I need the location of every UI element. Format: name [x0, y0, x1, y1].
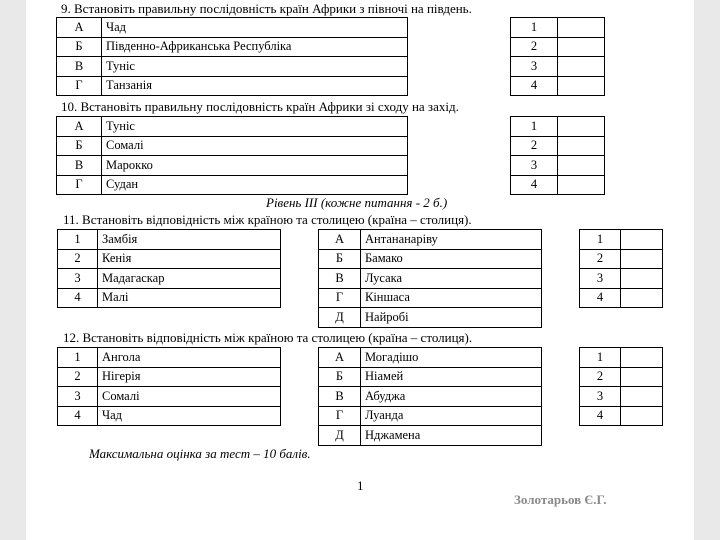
table-row: В Туніс [57, 57, 408, 77]
table-row: А Антананаріву [319, 230, 542, 250]
table-row: Д Найробі [319, 308, 542, 328]
table-row: 2 [580, 249, 663, 269]
answer-cell[interactable] [558, 117, 605, 137]
table-row: В Абуджа [319, 387, 542, 407]
answer-cell[interactable] [558, 76, 605, 96]
table-row: Б Ніамей [319, 367, 542, 387]
question-9-options-table [56, 17, 408, 96]
table-row: А Могадішо [319, 348, 542, 368]
table-row: 1 [511, 18, 605, 38]
table-row: Г Судан [57, 175, 408, 195]
table-row: 2 Кенія [58, 249, 281, 269]
table-row: Г Танзанія [57, 76, 408, 96]
answer-cell[interactable] [621, 230, 663, 250]
question-10-title: 10. Встановіть правильну послідовність країн Африки зі сходу на захід. [61, 99, 459, 114]
table-row: 4 Малі [58, 288, 281, 308]
table-row: 1 [511, 117, 605, 137]
answer-cell[interactable] [558, 175, 605, 195]
table-row: 3 [580, 387, 663, 407]
question-11-title: 11. Встановіть відповідність між країною та столицею (країна – столиця). [63, 212, 472, 227]
table-row: 3 Сомалі [58, 387, 281, 407]
table-row: 3 Мадагаскар [58, 269, 281, 289]
question-12-title: 12. Встановіть відповідність між країною та столицею (країна – столиця). [63, 330, 473, 345]
answer-cell[interactable] [621, 367, 663, 387]
answer-cell[interactable] [558, 18, 605, 38]
table-row: 1 Ангола [58, 348, 281, 368]
table-row: Б Південно-Африканська Республіка [57, 37, 408, 57]
answer-cell[interactable] [621, 288, 663, 308]
question-12-capitals-table [318, 347, 542, 446]
question-10-options-table [56, 116, 408, 195]
answer-cell[interactable] [558, 136, 605, 156]
table-row: 4 [580, 406, 663, 426]
table-row: В Лусака [319, 269, 542, 289]
table-row: 4 [511, 175, 605, 195]
table-row: 1 Замбія [58, 230, 281, 250]
question-12-countries-table [57, 347, 281, 426]
table-row: 1 [580, 230, 663, 250]
table-row: Б Бамако [319, 249, 542, 269]
answer-cell[interactable] [558, 37, 605, 57]
question-12-answer-table [579, 347, 663, 426]
table-row: А Туніс [57, 117, 408, 137]
table-row: 1 [580, 348, 663, 368]
table-row: Д Нджамена [319, 426, 542, 446]
table-row: 2 [580, 367, 663, 387]
table-row: 3 [511, 156, 605, 176]
question-11-answer-table [579, 229, 663, 308]
table-row: В Марокко [57, 156, 408, 176]
table-row: Г Луанда [319, 406, 542, 426]
table-row: А Чад [57, 18, 408, 38]
table-row: 4 [511, 76, 605, 96]
table-row: 2 Нігерія [58, 367, 281, 387]
answer-cell[interactable] [558, 156, 605, 176]
question-9-title: 9. Встановіть правильну послідовність країн Африки з півночі на південь. [61, 1, 472, 16]
answer-cell[interactable] [621, 406, 663, 426]
author-signature: Золотарьов Є.Г. [514, 492, 607, 507]
table-row: 4 Чад [58, 406, 281, 426]
table-row: 2 [511, 37, 605, 57]
answer-cell[interactable] [621, 249, 663, 269]
answer-cell[interactable] [621, 348, 663, 368]
question-9-answer-table [510, 17, 605, 96]
max-score-note: Максимальна оцінка за тест – 10 балів. [89, 446, 311, 461]
question-10-answer-table [510, 116, 605, 195]
question-11-capitals-table [318, 229, 542, 328]
table-row: 4 [580, 288, 663, 308]
page-number: 1 [357, 478, 364, 493]
table-row: Г Кіншаса [319, 288, 542, 308]
table-row: 3 [511, 57, 605, 77]
table-row: 3 [580, 269, 663, 289]
question-11-countries-table [57, 229, 281, 308]
level-heading: Рівень ІІІ (кожне питання - 2 б.) [266, 195, 448, 210]
table-row: 2 [511, 136, 605, 156]
answer-cell[interactable] [558, 57, 605, 77]
answer-cell[interactable] [621, 387, 663, 407]
answer-cell[interactable] [621, 269, 663, 289]
table-row: Б Сомалі [57, 136, 408, 156]
